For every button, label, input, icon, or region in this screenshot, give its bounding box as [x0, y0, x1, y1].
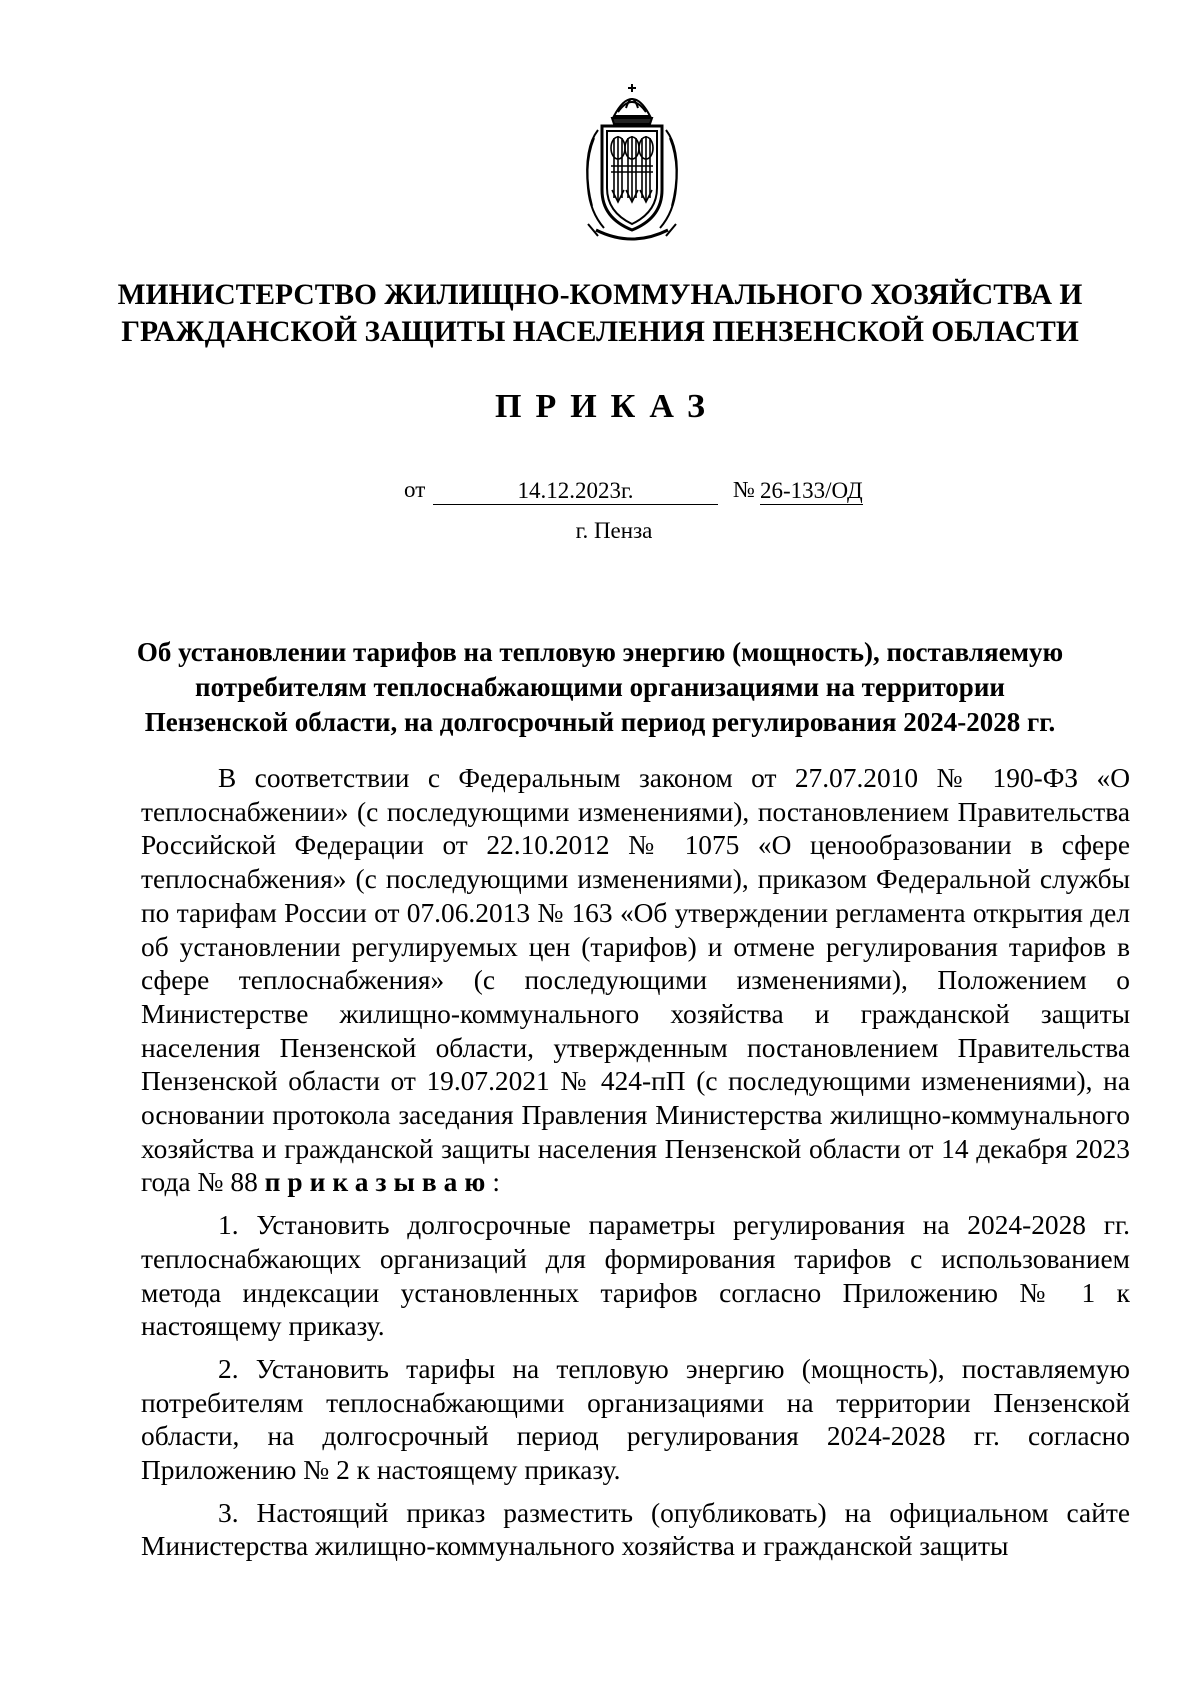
penza-coat-of-arms-icon — [574, 78, 690, 246]
document-number: 26-133/ОД — [760, 478, 863, 503]
preamble-paragraph — [141, 762, 1130, 1200]
order-item-1: 1. Установить долгосрочные параметры регулирования на 2024-2028 гг. теплоснабжающих организаций для формирования тарифов с использованием метода индексации установленных тарифов согласно Приложению № 1 к настоящему приказу. — [141, 1210, 1130, 1342]
order-item-3: 3. Настоящий приказ разместить (опубликовать) на официальном сайте Министерства жилищно-коммунального хозяйства и гражданской защиты — [141, 1497, 1130, 1562]
order-word: приказываю — [264, 1167, 493, 1198]
number-sign: № — [733, 477, 755, 502]
order-item-2: 2. Установить тарифы на тепловую энергию (мощность), поставляемую потребителям теплоснабжающими организациями на территории Пензенской области, на долгосрочный период регулирования 2024-2028 гг. согласно Приложению № 2 к настоящему приказу. — [141, 1353, 1130, 1486]
document-subject: Об установлении тарифов на тепловую энергию (мощность), поставляемую потребителям теплоснабжающими организациями на территории Пензенской области, на долгосрочный период регулирования 2024-2028 гг. — [136, 637, 1064, 737]
order-suffix: : — [492, 1167, 500, 1198]
city: г. Пенза — [575, 518, 653, 543]
organization-name: МИНИСТЕРСТВО ЖИЛИЩНО-КОММУНАЛЬНОГО ХОЗЯЙСТВА И ГРАЖДАНСКОЙ ЗАЩИТЫ НАСЕЛЕНИЯ ПЕНЗЕНСКОЙ ОБЛАСТИ — [117, 279, 1083, 348]
document-date: 14.12.2023г. — [433, 477, 718, 505]
document-type-title: ПРИКАЗ — [495, 388, 719, 425]
document-body — [141, 762, 1130, 1564]
date-prefix: от — [404, 477, 426, 502]
date-number-line — [0, 477, 1200, 511]
preamble-text: В соответствии с Федеральным законом от 27.07.2010 № 190-ФЗ «О теплоснабжении» (с последующими изменениями), постановлением Правительства Российской Федерации от 22.10.2012 № 1075 «О ценообразовании в сфере теплоснабжения» (с последующими изменениями), приказом Федеральной службы по тарифам России от 07.06.2013 № 163 «Об утверждении регламента открытия дел об установлении регулируемых цен (тарифов) и отмене регулирования тарифов в сфере теплоснабжения» (с последующими изменениями), Положением о Министерстве жилищно-коммунального хозяйства и гражданской защиты населения Пензенской области, утвержденным постановлением Правительства Пензенской области от 19.07.2021 № 424-пП (с последующими изменениями), на основании протокола заседания Правления Министерства жилищно-коммунального хозяйства и гражданской защиты населения Пензенской области от 14 декабря 2023 года № 88 — [141, 763, 1130, 1198]
